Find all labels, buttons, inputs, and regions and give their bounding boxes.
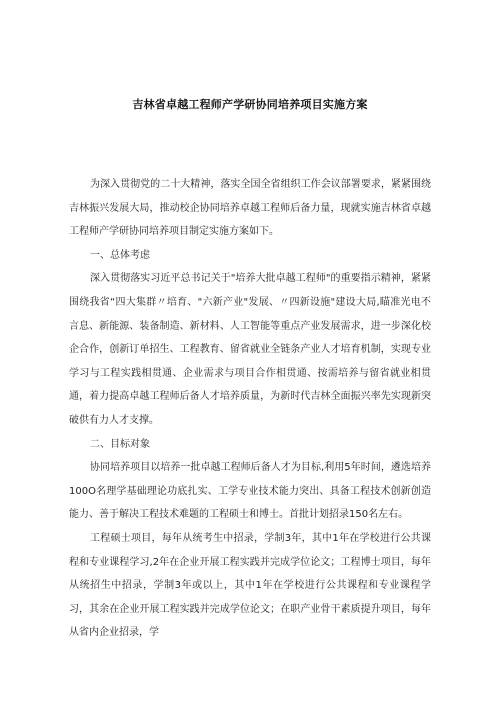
section-heading-targets: 二、目标对象 bbox=[90, 438, 150, 450]
document-title: 吉林省卓越工程师产学研协同培养项目实施方案 bbox=[132, 98, 368, 111]
section-heading-overall: 一、总体考虑 bbox=[90, 249, 150, 261]
document-body bbox=[69, 173, 431, 645]
overall-paragraph: 深入贯彻落实习近平总书记关于"培养大批卓越工程师"的重要指示精神，紧紧围绕我省“四大集群〃培育、"六新产业"发展、〃四新设施"建设大局,瞄准光电不言息、新能源、装备制造、新材料、人工智能等重点产业发展需求，进一步深化校企合作，创新订单招生、工程教育、留省就业全链条产业人才培育机制，实现专业学习与工程实践相贯通、企业需求与项目合作相贯通、按需培养与留省就业相贯通，着力提高卓越工程师后备人才培养质量，为新时代吉林全面振兴率先实现新突破供有力人才支撑。 bbox=[69, 273, 431, 426]
targets-paragraph: 协同培养项目以培养一批卓越工程师后备人才为目标,利用5年时间，遴选培养100O名理学基础理论功底扎实、工学专业技术能力突出、具备工程技术创新创造能力、善于解决工程技术难题的工程硕士和博士。首批计划招录150名左右。 bbox=[69, 462, 431, 521]
intro-paragraph: 为深入贯彻党的二十大精神，落实全国全省组织工作会议部署要求，紧紧围绕吉林振兴发展大局，推动校企协同培养卓越工程师后备力量，现就实施吉林省卓越工程师产学研协同培养项目制定实施方案如下。 bbox=[69, 179, 431, 238]
program-details-paragraph: 工程硕士项目，每年从统考生中招录，学制3年，其中1年在学校进行公共课程和专业课程学习,2年在企业开展工程实践并完成学位论文；工程博士项目，每年从统招生中招录，学制3年或以上，其中1年在学校进行公共课程和专业课程学习，其余在企业开展工程实践并完成学位论文；在职产业骨干素质提升项目，每年从省内企业招录，学 bbox=[69, 532, 431, 639]
